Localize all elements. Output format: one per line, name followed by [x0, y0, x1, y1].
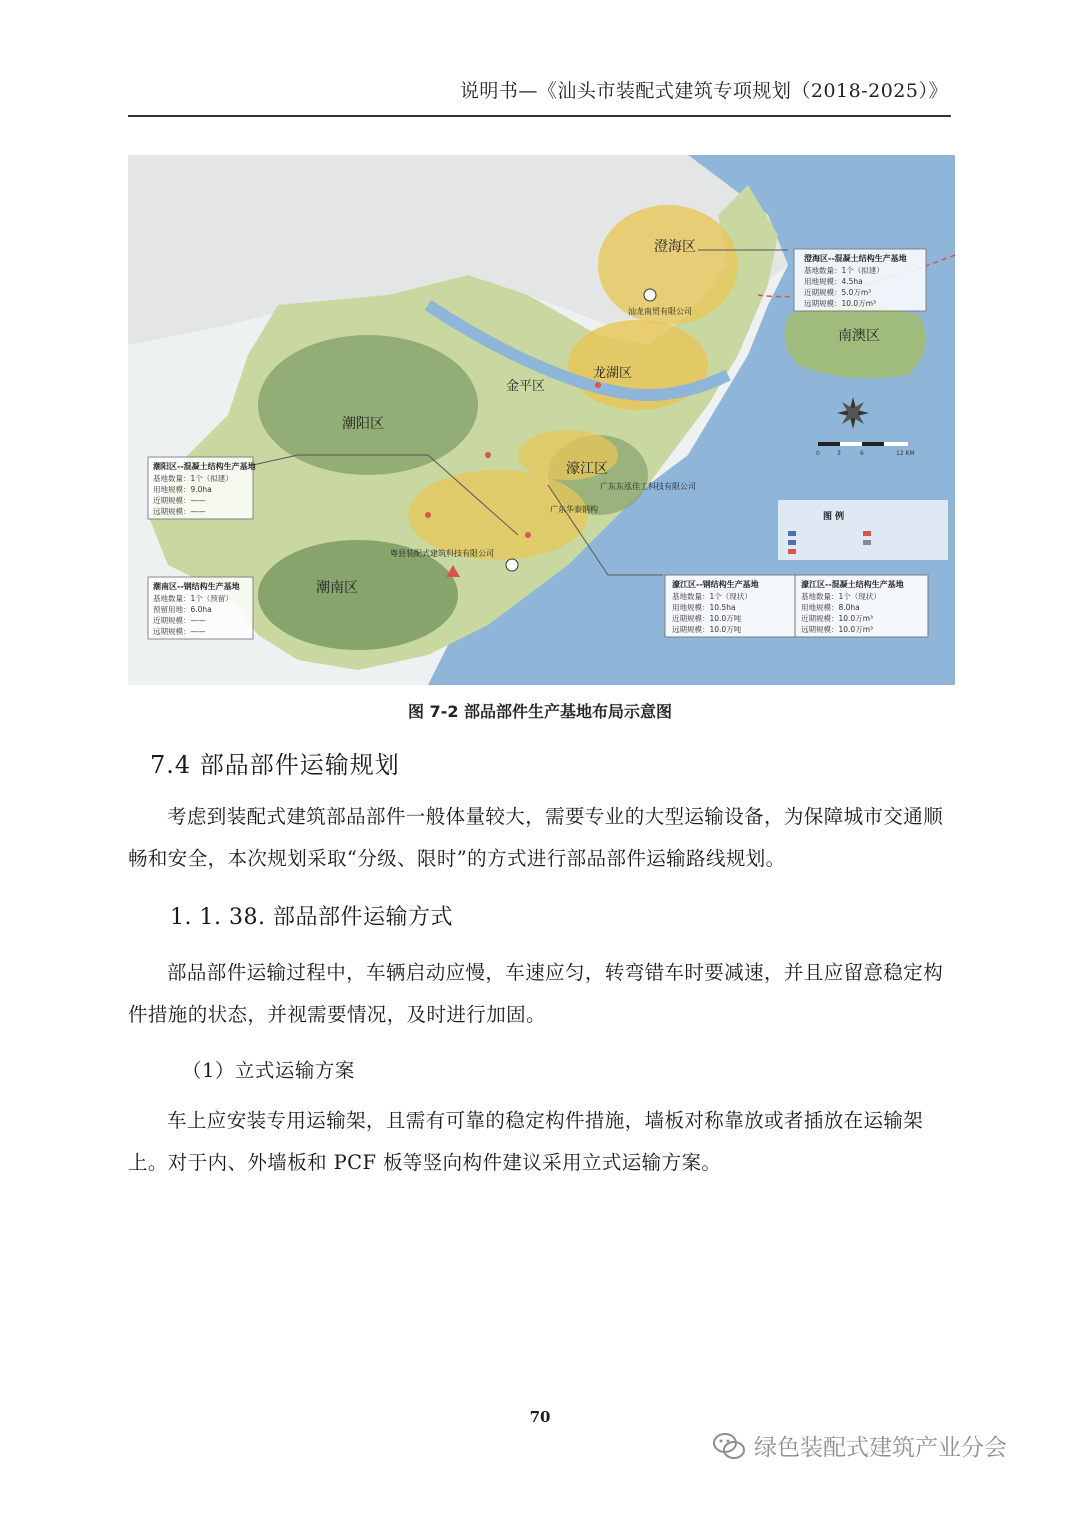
legend-title: 图 例 [823, 512, 845, 522]
box-chaoyang [148, 457, 256, 519]
box-haojiang-concrete-title: 濠江区--混凝土结构生产基地 [801, 580, 904, 589]
paragraph-vertical: 车上应安装专用运输架，且需有可靠的稳定构件措施，墙板对称靠放或者插放在运输架上。对于内、外墙板和 PCF 板等竖向构件建议采用立式运输方案。 [128, 1109, 924, 1174]
box-chenghai-line: 用地规模：4.5ha [804, 277, 863, 286]
subsection-heading: 1. 1. 38. 部品部件运输方式 [170, 905, 453, 930]
red-dot [525, 532, 531, 538]
label-nanao: 南澳区 [838, 328, 880, 344]
box-chenghai [794, 249, 926, 311]
box-chaonan-line: 预留用地：6.0ha [153, 605, 212, 614]
box-haojiang-concrete-line: 近期规模：10.0万m³ [801, 614, 874, 623]
page-number: 70 [529, 1408, 551, 1426]
scale-label: 3 [837, 450, 841, 457]
company-c2: 广东东泓佳工科技有限公司 [600, 482, 696, 491]
watermark [712, 1429, 1007, 1462]
scale-label: 0 [816, 450, 820, 457]
box-chenghai-title: 澄海区--混凝土结构生产基地 [804, 254, 907, 263]
forest-chaoyang [258, 335, 478, 475]
paragraph-intro: 考虑到装配式建筑部品部件一般体量较大，需要专业的大型运输设备，为保障城市交通顺畅和安全，本次规划采取“分级、限时”的方式进行部品部件运输路线规划。 [128, 805, 944, 870]
box-chaonan [148, 577, 253, 639]
figure-caption: 图 7-2 部品部件生产基地布局示意图 [407, 702, 673, 721]
box-chenghai-line: 近期规模：5.0万m³ [804, 288, 872, 297]
legend-swatch [863, 531, 871, 536]
paragraph-transport: 部品部件运输过程中，车辆启动应慢，车速应匀，转弯错车时要减速，并且应留意稳定构件措施的状态，并视需要情况，及时进行加固。 [128, 961, 944, 1026]
map-graphic [128, 155, 955, 685]
label-chaoyang: 潮阳区 [342, 416, 384, 432]
legend-swatch [788, 540, 796, 545]
box-haojiang-concrete-line: 远期规模：10.0万m³ [801, 625, 874, 634]
box-chaoyang-line: 远期规模：—— [153, 507, 206, 516]
red-dot [425, 512, 431, 518]
urban-chaoyang [408, 470, 588, 560]
item-heading: （1）立式运输方案 [182, 1059, 355, 1082]
box-haojiang-steel-line: 近期规模：10.0万吨 [672, 614, 742, 623]
box-chenghai-line: 基地数量：1个（拟建） [804, 266, 884, 275]
box-chaonan-line: 基地数量：1个（预留） [153, 594, 233, 603]
legend-swatch [863, 540, 871, 545]
company-c1: 汕龙南贸有限公司 [628, 307, 692, 316]
box-chaoyang-line: 近期规模：—— [153, 496, 206, 505]
scale-label: 12 KM [896, 450, 915, 457]
label-jinping: 金平区 [506, 379, 546, 394]
box-chenghai-line: 远期规模：10.0万m³ [804, 299, 877, 308]
box-chaonan-line: 远期规模：—— [153, 627, 206, 636]
box-haojiang-steel-title: 濠江区--钢结构生产基地 [672, 580, 759, 589]
label-haojiang: 濠江区 [566, 461, 608, 477]
label-longhu: 龙湖区 [593, 366, 633, 381]
header-rule [128, 115, 951, 117]
section-heading: 7.4 部品部件运输规划 [150, 751, 400, 779]
legend-swatch [788, 531, 796, 536]
red-dot [485, 452, 491, 458]
watermark-text: 绿色装配式建筑产业分会 [754, 1435, 1007, 1461]
box-haojiang-concrete [795, 575, 928, 637]
company-c3: 广东华泰钢构 [550, 505, 598, 514]
scale-label: 6 [860, 450, 864, 457]
marker-c4 [506, 559, 518, 571]
box-chaoyang-line: 用地规模：9.0ha [153, 485, 212, 494]
wechat-icon [712, 1431, 746, 1461]
box-chaonan-title: 潮南区--钢结构生产基地 [153, 582, 240, 591]
base-layout-map [128, 155, 955, 685]
marker-c1 [644, 289, 656, 301]
box-haojiang-concrete-line: 基地数量：1个（现状） [801, 592, 881, 601]
label-chenghai: 澄海区 [654, 239, 696, 255]
box-chaoyang-title: 潮阳区--混凝土结构生产基地 [153, 462, 256, 471]
label-chaonan: 潮南区 [316, 580, 358, 596]
box-haojiang-concrete-line: 用地规模：8.0ha [801, 603, 860, 612]
red-dot [595, 382, 601, 388]
box-haojiang-steel [665, 575, 795, 637]
header-title: 说明书—《汕头市装配式建筑专项规划（2018-2025）》 [459, 80, 948, 102]
box-haojiang-steel-line: 用地规模：10.5ha [672, 603, 736, 612]
box-haojiang-steel-line: 基地数量：1个（现状） [672, 592, 752, 601]
legend-swatch [788, 549, 796, 554]
box-chaonan-line: 近期规模：—— [153, 616, 206, 625]
company-c4: 粤县装配式建筑科技有限公司 [390, 549, 494, 558]
box-haojiang-steel-line: 远期规模：10.0万吨 [672, 625, 742, 634]
box-chaoyang-line: 基地数量：1个（拟建） [153, 474, 233, 483]
map-legend [778, 500, 948, 560]
